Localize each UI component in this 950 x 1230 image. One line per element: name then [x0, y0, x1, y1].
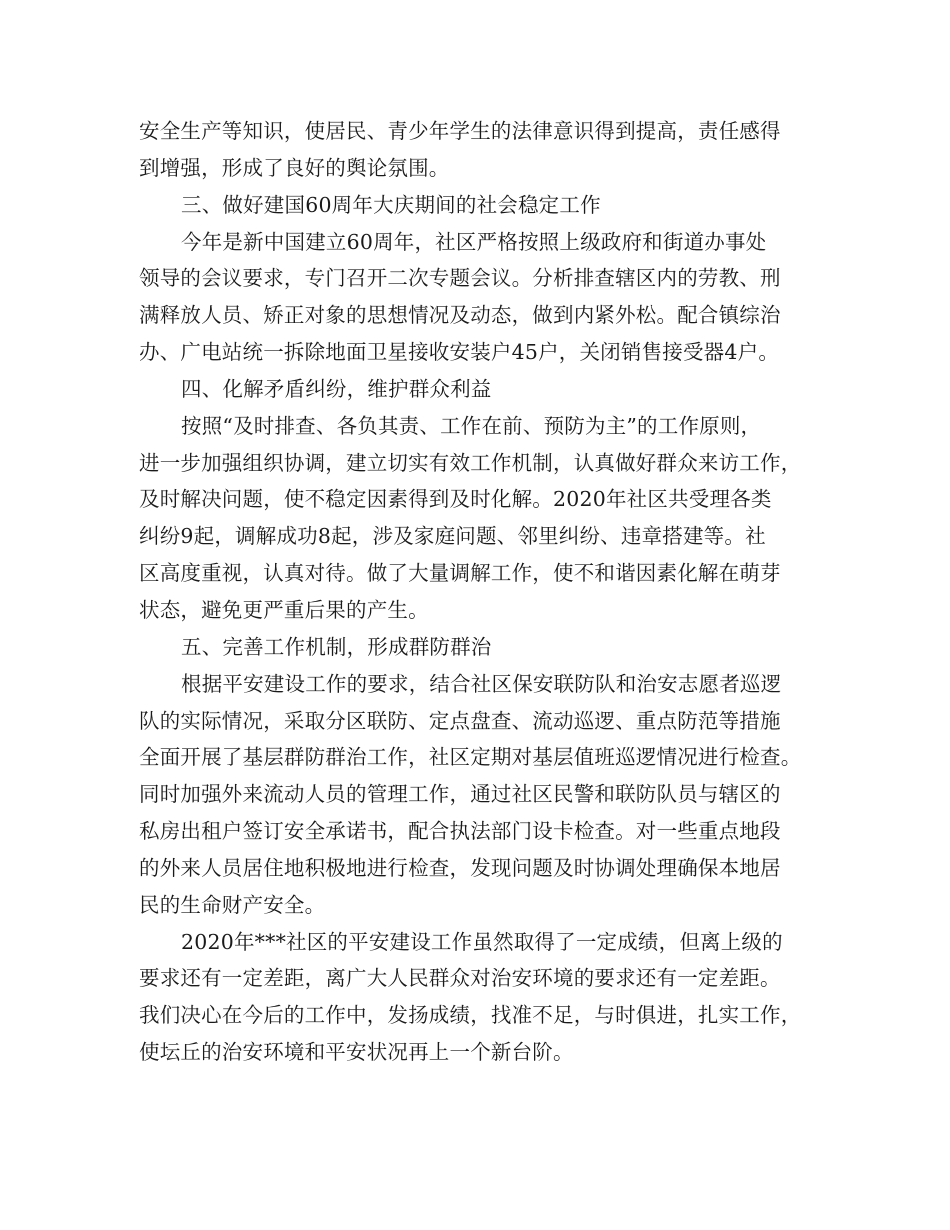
text-line: 区高度重视，认真对待。做了大量调解工作，使不和谐因素化解在萌芽 [139, 561, 781, 586]
text-line: 领导的会议要求，专门召开二次专题会议。分析排查辖区内的劳教、刑 [139, 266, 781, 291]
text-line: 到增强，形成了良好的舆论氛围。 [139, 155, 450, 180]
text-line: 全面开展了基层群防群治工作，社区定期对基层值班巡逻情况进行检查。 [139, 745, 802, 770]
text-line: 状态，避免更严重后果的产生。 [139, 597, 429, 622]
text-line: 今年是新中国建立60周年，社区严格按照上级政府和街道办事处 [181, 229, 767, 254]
text-line: 按照“及时排查、各负其责、工作在前、预防为主”的工作原则， [181, 413, 762, 438]
text-line: 我们决心在今后的工作中，发扬成绩，找准不足，与时俱进，扎实工作， [139, 1003, 802, 1028]
section-heading: 四、化解矛盾纠纷，维护群众利益 [181, 376, 492, 401]
text-line: 使坛丘的治安环境和平安状况再上一个新台阶。 [139, 1040, 574, 1065]
text-line: 及时解决问题，使不稳定因素得到及时化解。2020年社区共受理各类 [139, 487, 772, 512]
text-line: 满释放人员、矫正对象的思想情况及动态，做到内紧外松。配合镇综治 [139, 303, 781, 328]
text-line: 纠纷9起，调解成功8起，涉及家庭问题、邻里纠纷、违章搭建等。社 [139, 524, 766, 549]
text-line: 要求还有一定差距，离广大人民群众对治安环境的要求还有一定差距。 [139, 966, 781, 991]
text-line: 民的生命财产安全。 [139, 892, 326, 917]
text-line: 同时加强外来流动人员的管理工作，通过社区民警和联防队员与辖区的 [139, 782, 781, 807]
text-line: 进一步加强组织协调，建立切实有效工作机制，认真做好群众来访工作， [139, 450, 802, 475]
text-line: 的外来人员居住地积极地进行检查，发现问题及时协调处理确保本地居 [139, 855, 781, 880]
text-line: 2020年***社区的平安建设工作虽然取得了一定成绩，但离上级的 [181, 929, 783, 954]
section-heading: 五、完善工作机制，形成群防群治 [181, 634, 492, 659]
document-body [139, 113, 829, 1071]
text-line: 私房出租户签订安全承诺书，配合执法部门设卡检查。对一些重点地段 [139, 819, 781, 844]
text-line: 办、广电站统一拆除地面卫星接收安装户45户，关闭销售接受器4户。 [139, 340, 780, 365]
text-line: 根据平安建设工作的要求，结合社区保安联防队和治安志愿者巡逻 [181, 671, 782, 696]
text-line: 安全生产等知识，使居民、青少年学生的法律意识得到提高，责任感得 [139, 119, 781, 143]
text-line: 队的实际情况，采取分区联防、定点盘查、流动巡逻、重点防范等措施 [139, 708, 781, 733]
section-heading: 三、做好建国60周年大庆期间的社会稳定工作 [181, 192, 601, 217]
